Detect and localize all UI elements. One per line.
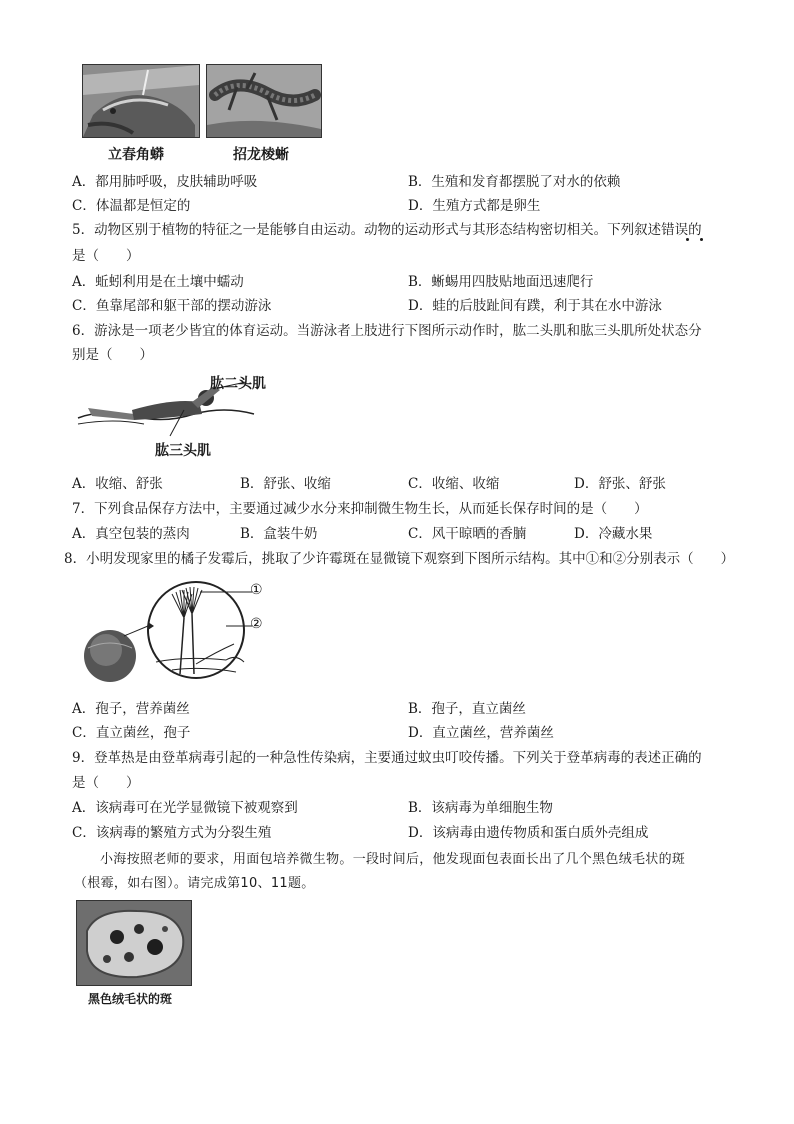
triceps-label: 肱三头肌 [155,443,211,459]
q7-option-d: D．冷藏水果 [574,526,653,542]
q7-stem: 7．下列食品保存方法中，主要通过减少水分来抑制微生物生长，从而延长保存时间的是（ ） [72,501,648,517]
q5-option-d: D．蛙的后肢趾间有蹼，利于其在水中游泳 [408,298,662,314]
q8-stem: 8．小明发现家里的橘子发霉后，挑取了少许霉斑在显微镜下观察到下图所示结构。其中①和②分别表示（ ） [64,551,735,567]
q6-stem-line2: 别是（ ） [72,347,153,363]
lizard-photo-right [206,64,322,138]
q9-stem-line2: 是（ ） [72,775,140,791]
emphasis-dot [700,238,703,241]
left-photo-caption: 立春角蟒 [108,147,164,163]
q5-option-b: B．蜥蜴用四肢贴地面迅速爬行 [408,274,594,290]
q8-option-b: B．孢子，直立菌丝 [408,701,526,717]
q9-option-d: D．该病毒由遗传物质和蛋白质外壳组成 [408,825,649,841]
intro-line1: 小海按照老师的要求，用面包培养微生物。一段时间后，他发现面包表面长出了几个黑色绒毛状的斑 [100,852,686,867]
q6-option-c: C．收缩、收缩 [408,476,500,492]
q4-option-d: D．生殖方式都是卵生 [408,198,541,214]
label-1: ① [250,582,263,598]
q5-option-c: C．鱼靠尾部和躯干部的摆动游泳 [72,298,272,314]
q6-option-d: D．舒张、舒张 [574,476,666,492]
q9-option-a: A．该病毒可在光学显微镜下被观察到 [72,800,298,816]
q9-option-b: B．该病毒为单细胞生物 [408,800,553,816]
q4-option-c: C．体温都是恒定的 [72,198,191,214]
q8-option-d: D．直立菌丝，营养菌丝 [408,725,554,741]
q6-stem-line1: 6．游泳是一项老少皆宜的体育运动。当游泳者上肢进行下图所示动作时，肱二头肌和肱三头肌所处状态分 [72,323,702,339]
q9-option-c: C．该病毒的繁殖方式为分裂生殖 [72,825,272,841]
q6-option-a: A．收缩、舒张 [72,476,163,492]
label-2: ② [250,616,263,632]
q6-option-b: B．舒张、收缩 [240,476,331,492]
q5-option-a: A．蚯蚓利用是在土壤中蠕动 [72,274,244,290]
q8-option-c: C．直立菌丝，孢子 [72,725,191,741]
moldy-bread-photo [76,900,192,986]
q5-stem-line1: 5．动物区别于植物的特征之一是能够自由运动。动物的运动形式与其形态结构密切相关。下列叙述错误的 [72,222,702,238]
q7-option-b: B．盒装牛奶 [240,526,318,542]
biceps-label: 肱二头肌 [210,376,266,392]
lizard-photo-left [82,64,200,138]
q4-option-b: B．生殖和发育都摆脱了对水的依赖 [408,174,621,190]
q5-stem-line2: 是（ ） [72,248,140,264]
mold-diagram [76,578,266,682]
q4-option-a: A．都用肺呼吸，皮肤辅助呼吸 [72,174,258,190]
q7-option-c: C．风干晾晒的香腩 [408,526,527,542]
intro-line2: （根霉，如右图）。请完成第10、11题。 [74,876,315,891]
q7-option-a: A．真空包装的蒸肉 [72,526,190,542]
emphasis-dot [686,238,689,241]
right-photo-caption: 招龙棱蜥 [233,147,289,163]
q9-stem-line1: 9．登革热是由登革病毒引起的一种急性传染病，主要通过蚊虫叮咬传播。下列关于登革病毒的表述正确的 [72,750,702,766]
bread-photo-caption: 黑色绒毛状的斑 [88,992,173,1006]
q8-option-a: A．孢子，营养菌丝 [72,701,190,717]
